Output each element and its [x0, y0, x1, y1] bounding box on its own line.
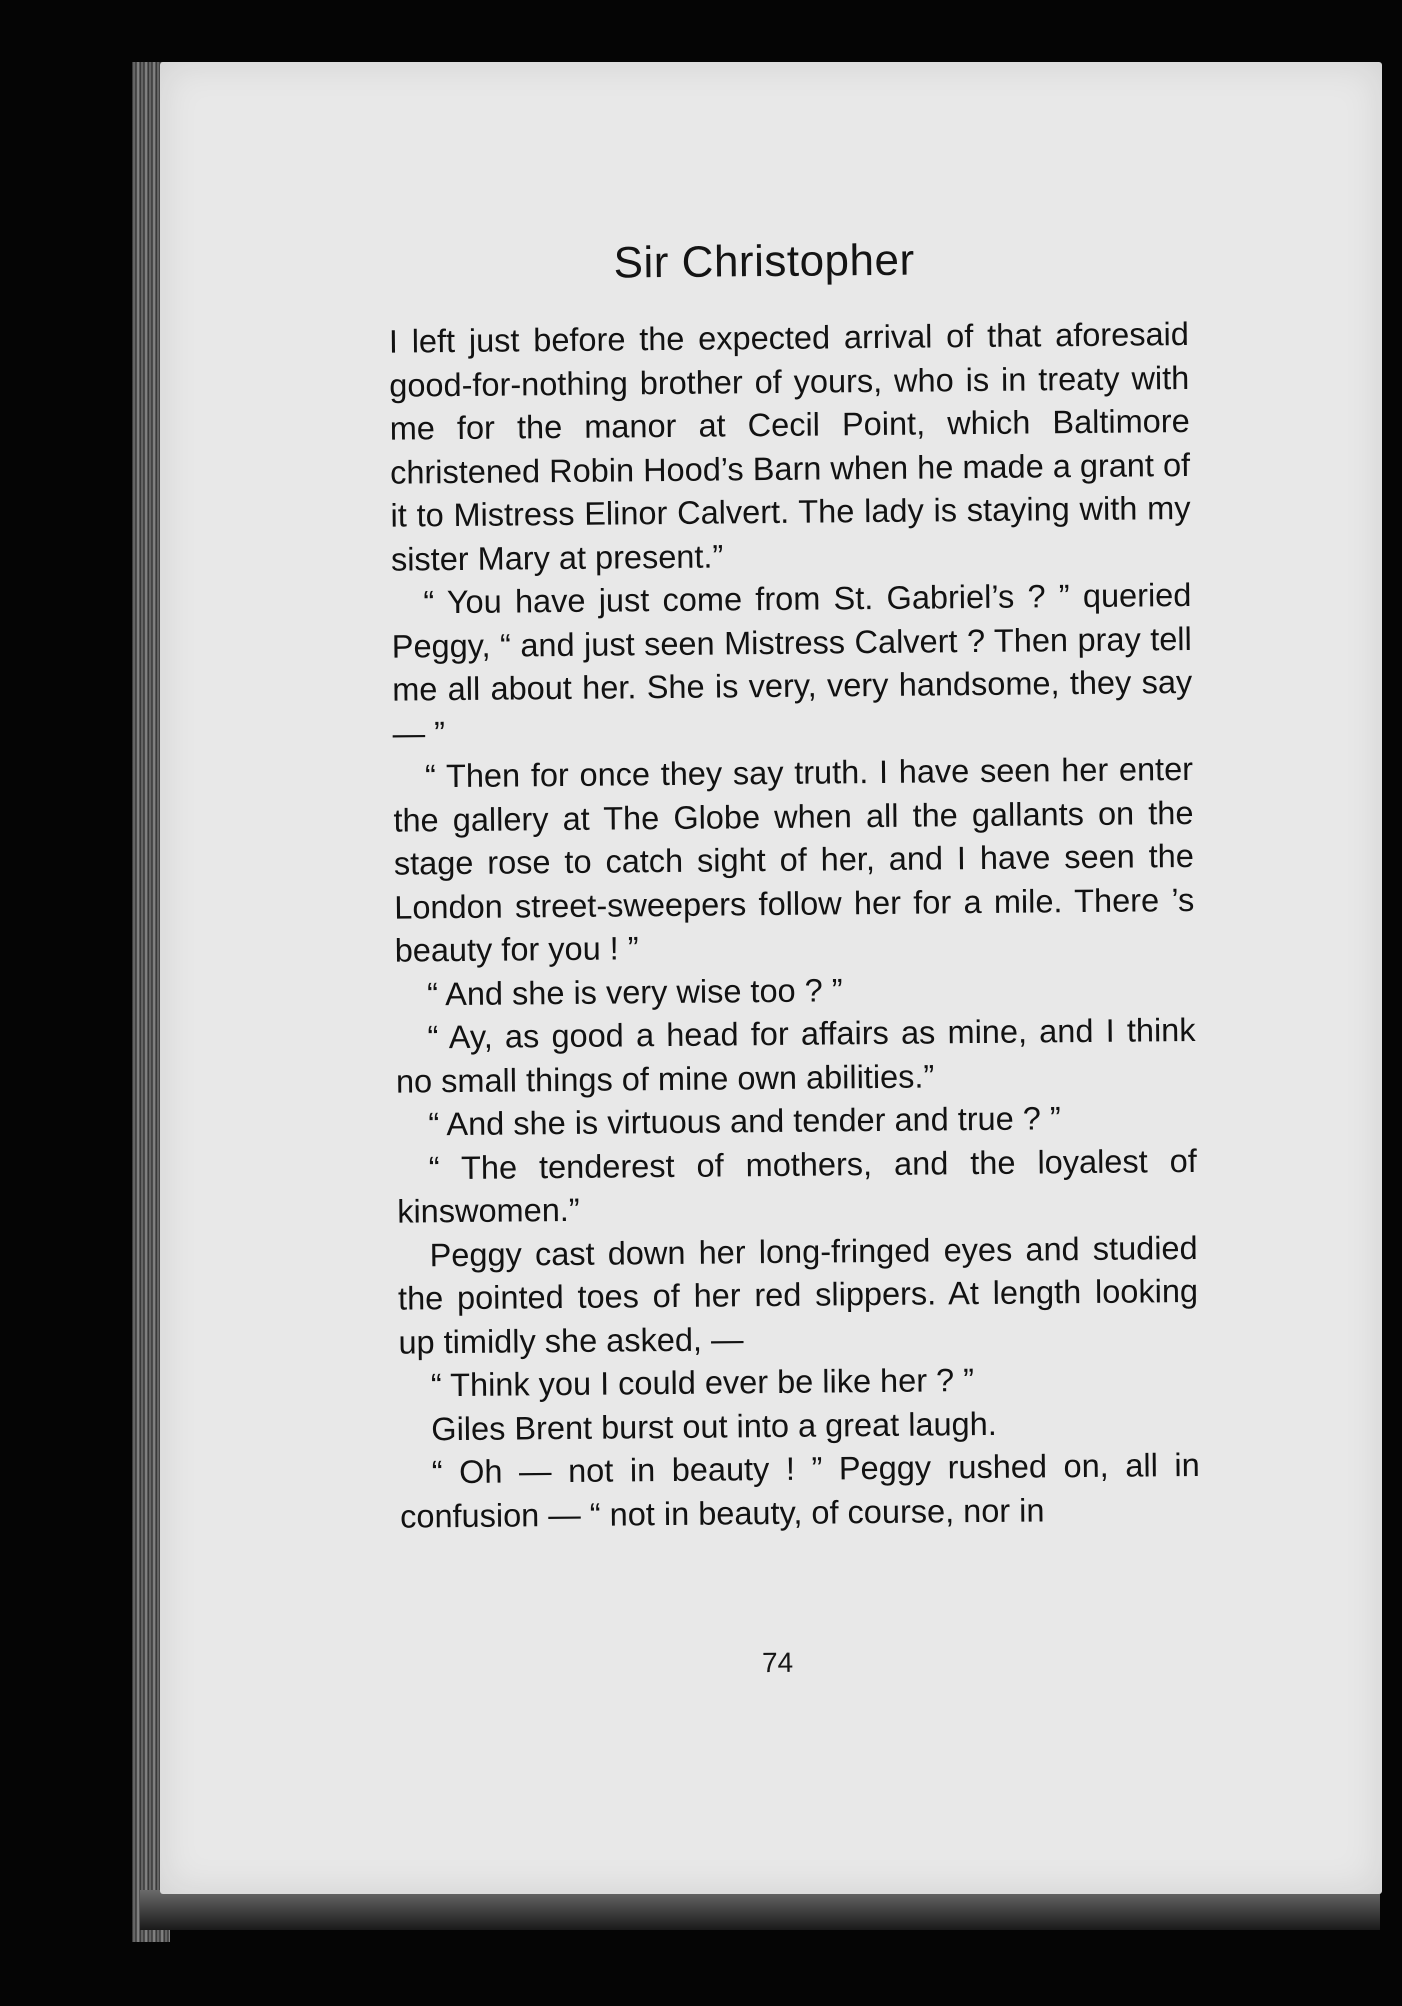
paragraph: “ You have just come from St. Gabriel’s ? ” queried Peggy, “ and just seen Mistress Calvert ? Then pray tell me all about her. She is very, very handsome, they say — ” — [391, 576, 1193, 752]
paragraph: I left just before the expected arrival of that aforesaid good-for-nothing brother of yours, who is in treaty with me for the manor at Cecil Point, which Baltimore christened Robin Hood’s Barn when he made a grant of it to Mistress Elinor Calvert. The lady is staying with my sister Mary at present.” — [388, 315, 1191, 578]
running-head: Sir Christopher — [613, 235, 915, 288]
paragraph: “ The tenderest of mothers, and the loyalest of kinswomen.” — [397, 1142, 1197, 1230]
paragraph: “ And she is virtuous and tender and true ? ” — [428, 1100, 1061, 1143]
page-number: 74 — [761, 1646, 794, 1679]
paragraph: Giles Brent burst out into a great laugh. — [431, 1405, 997, 1447]
paragraph: “ Then for once they say truth. I have seen her enter the gallery at The Globe when all the gallants on the stage rose to catch sight of her, and I have seen the London street-sweepers follow her for a mile. There ’s beauty for you ! ” — [393, 750, 1195, 969]
paragraph: “ Ay, as good a head for affairs as mine, and I think no small things of mine own abilities.” — [395, 1011, 1196, 1100]
body-text — [389, 313, 1201, 1539]
paragraph: “ Oh — not in beauty ! ” Peggy rushed on, all in confusion — “ not in beauty, of course, nor in — [399, 1446, 1200, 1535]
paragraph: Peggy cast down her long-fringed eyes and studied the pointed toes of her red slippers. At length looking up timidly she asked, — — [397, 1229, 1199, 1361]
page-content — [151, 56, 1391, 1900]
book-page — [160, 62, 1382, 1894]
paragraph: “ Think you I could ever be like her ? ” — [430, 1362, 975, 1404]
paragraph: “ And she is very wise too ? ” — [426, 971, 843, 1012]
